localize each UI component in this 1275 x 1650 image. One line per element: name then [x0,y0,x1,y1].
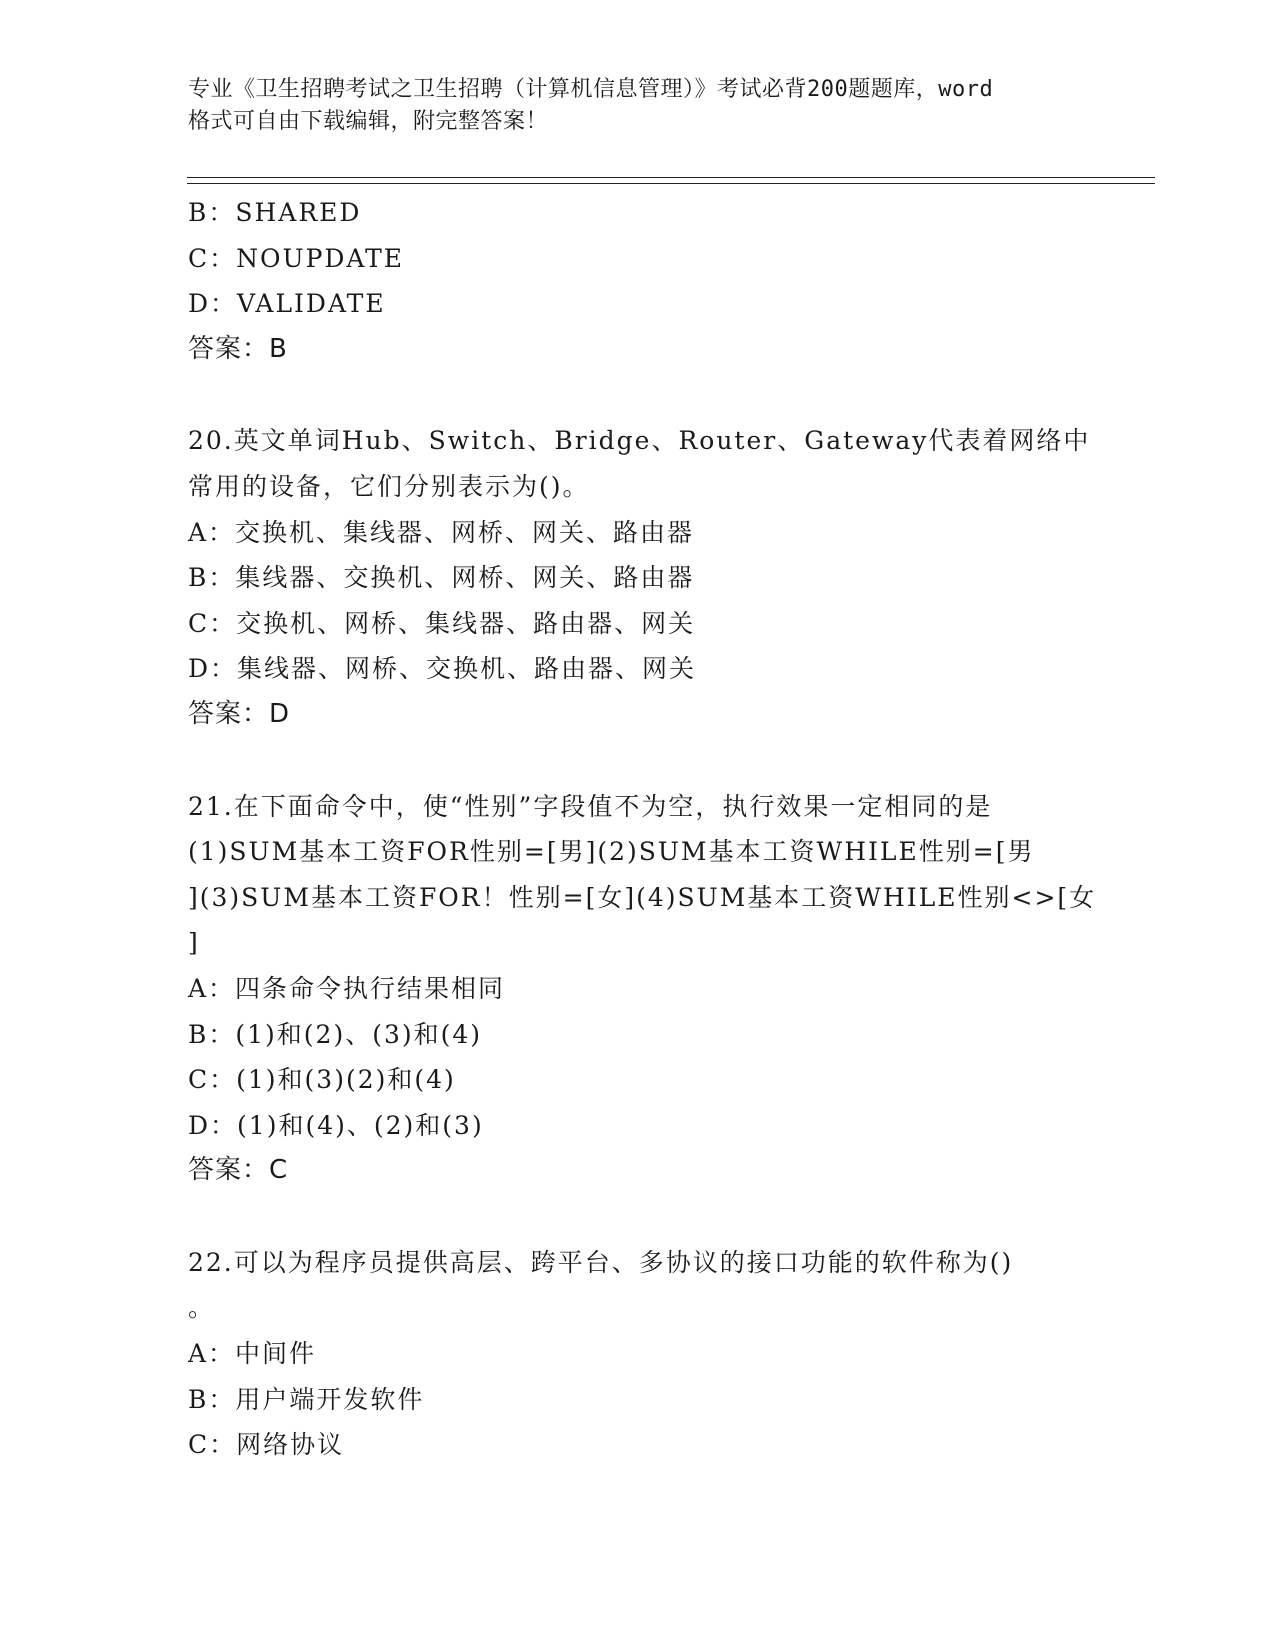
option-b: B：集线器、交换机、网桥、网关、路由器 [188,563,695,593]
option-a: A：中间件 [188,1339,317,1369]
option-d: D：(1)和(4)、(2)和(3) [188,1110,484,1140]
question-stem: ](3)SUM基本工资FOR！性别=[女](4)SUM基本工资WHILE性别<>[女 [188,882,1097,912]
option-d: D：集线器、网桥、交换机、路由器、网关 [188,654,697,684]
question-stem: (1)SUM基本工资FOR性别=[男](2)SUM基本工资WHILE性别=[男 [188,837,1035,867]
question-stem: 常用的设备，它们分别表示为()。 [188,471,590,501]
option-a: A：四条命令执行结果相同 [188,973,506,1003]
question-stem: 。 [188,1293,216,1323]
question-stem: 22.可以为程序员提供高层、跨平台、多协议的接口功能的软件称为() [188,1247,1014,1277]
question-20 [188,418,1091,737]
header-line-2: 格式可自由下载编辑，附完整答案！ [188,109,549,134]
header-line-1: 专业《卫生招聘考试之卫生招聘（计算机信息管理）》考试必背200题题库，word [188,77,994,102]
option-b: B：(1)和(2)、(3)和(4) [188,1019,483,1049]
question-stem: ] [188,928,200,958]
header-divider-top [187,177,1155,178]
answer: 答案：C [188,1155,289,1186]
document-header [188,74,1088,138]
option-a: A：交换机、集线器、网桥、网关、路由器 [188,517,695,547]
option-d: D：VALIDATE [188,289,386,319]
question-content [188,190,1097,1468]
question-22 [188,1240,1088,1468]
question-21 [188,784,1097,1194]
option-c: C：(1)和(3)(2)和(4) [188,1065,456,1095]
answer: 答案：B [188,333,288,364]
option-c: C：NOUPDATE [188,243,405,273]
option-b: B：用户端开发软件 [188,1384,425,1414]
question-stem: 21.在下面命令中，使“性别”字段值不为空，执行效果一定相同的是 [188,791,993,821]
answer: 答案：D [188,698,291,729]
option-b: B：SHARED [188,198,362,227]
question-19-tail [188,190,1088,372]
header-divider-bottom [187,183,1155,184]
question-stem: 20.英文单词Hub、Switch、Bridge、Router、Gateway代表着网络中 [188,426,1091,456]
option-c: C：交换机、网桥、集线器、路由器、网关 [188,608,696,638]
option-c: C：网络协议 [188,1430,345,1460]
